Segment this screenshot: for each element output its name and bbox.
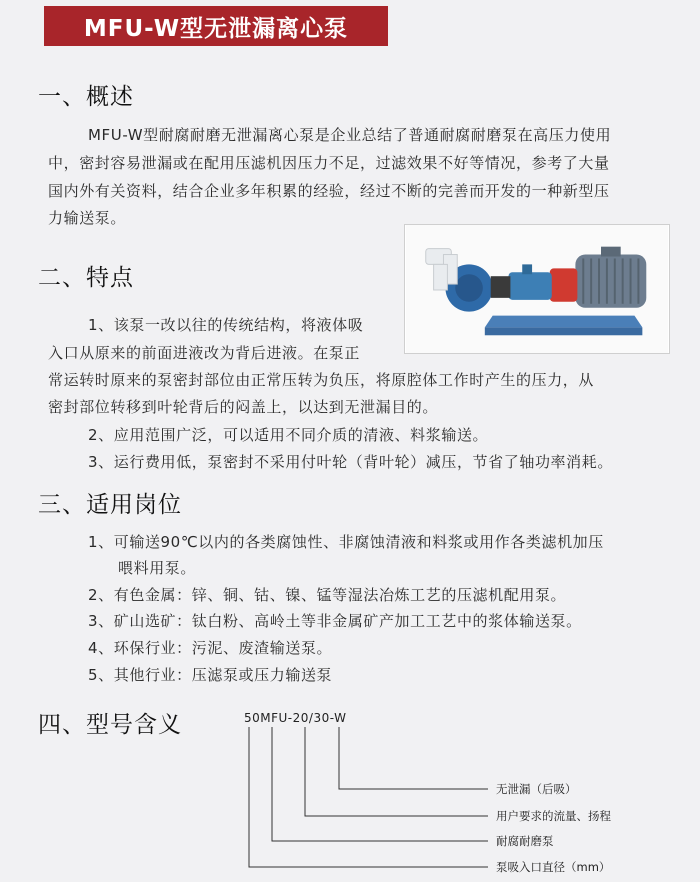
model-code: 50MFU-20/30-W — [244, 711, 347, 725]
overview-line: MFU-W型耐腐耐磨无泄漏离心泵是企业总结了普通耐腐耐磨泵在高压力使用 — [88, 126, 612, 144]
section-heading-applications: 三、适用岗位 — [38, 492, 182, 518]
features-line: 常运转时原来的泵密封部位由正常压转为负压，将原腔体工作时产生的压力，从 — [48, 371, 595, 389]
model-label-flow-head: 用户要求的流量、扬程 — [496, 809, 611, 823]
section-heading-features: 二、特点 — [38, 265, 134, 291]
pump-illustration — [405, 225, 669, 353]
applications-line: 1、可输送90℃以内的各类腐蚀性、非腐蚀清液和料浆或用作各类滤机加压 — [88, 533, 604, 551]
features-line: 2、应用范围广泛，可以适用不同介质的清液、料浆输送。 — [88, 426, 489, 444]
model-label-pump-type: 耐腐耐磨泵 — [496, 834, 554, 848]
applications-line: 5、其他行业：压滤泵或压力输送泵 — [88, 666, 333, 684]
overview-line: 力输送泵。 — [48, 209, 127, 227]
applications-line: 4、环保行业：污泥、废渣输送泵。 — [88, 639, 333, 657]
applications-line: 3、矿山选矿：钛白粉、高岭土等非金属矿产加工工艺中的浆体输送泵。 — [88, 612, 582, 630]
model-label-no-leak: 无泄漏（后吸） — [496, 782, 577, 796]
title-banner: MFU-W型无泄漏离心泵 — [44, 6, 388, 46]
applications-line: 2、有色金属：锌、铜、钴、镍、锰等湿法冶炼工艺的压滤机配用泵。 — [88, 586, 567, 604]
section-heading-model: 四、型号含义 — [38, 712, 182, 738]
overview-line: 国内外有关资料，结合企业多年积累的经验，经过不断的完善而开发的一种新型压 — [48, 182, 610, 200]
features-line: 3、运行费用低，泵密封不采用付叶轮（背叶轮）减压，节省了轴功率消耗。 — [88, 453, 613, 471]
features-line: 1、该泵一改以往的传统结构，将液体吸 — [88, 316, 364, 334]
overview-line: 中，密封容易泄漏或在配用压滤机因压力不足，过滤效果不好等情况，参考了大量 — [48, 154, 610, 172]
features-line: 入口从原来的前面进液改为背后进液。在泵正 — [48, 344, 361, 362]
pump-photo — [404, 224, 670, 354]
applications-line: 喂料用泵。 — [118, 559, 197, 577]
model-label-inlet-diameter: 泵吸入口直径（mm） — [496, 860, 611, 874]
features-line: 密封部位转移到叶轮背后的闷盖上，以达到无泄漏目的。 — [48, 398, 439, 416]
section-heading-overview: 一、概述 — [38, 84, 134, 110]
